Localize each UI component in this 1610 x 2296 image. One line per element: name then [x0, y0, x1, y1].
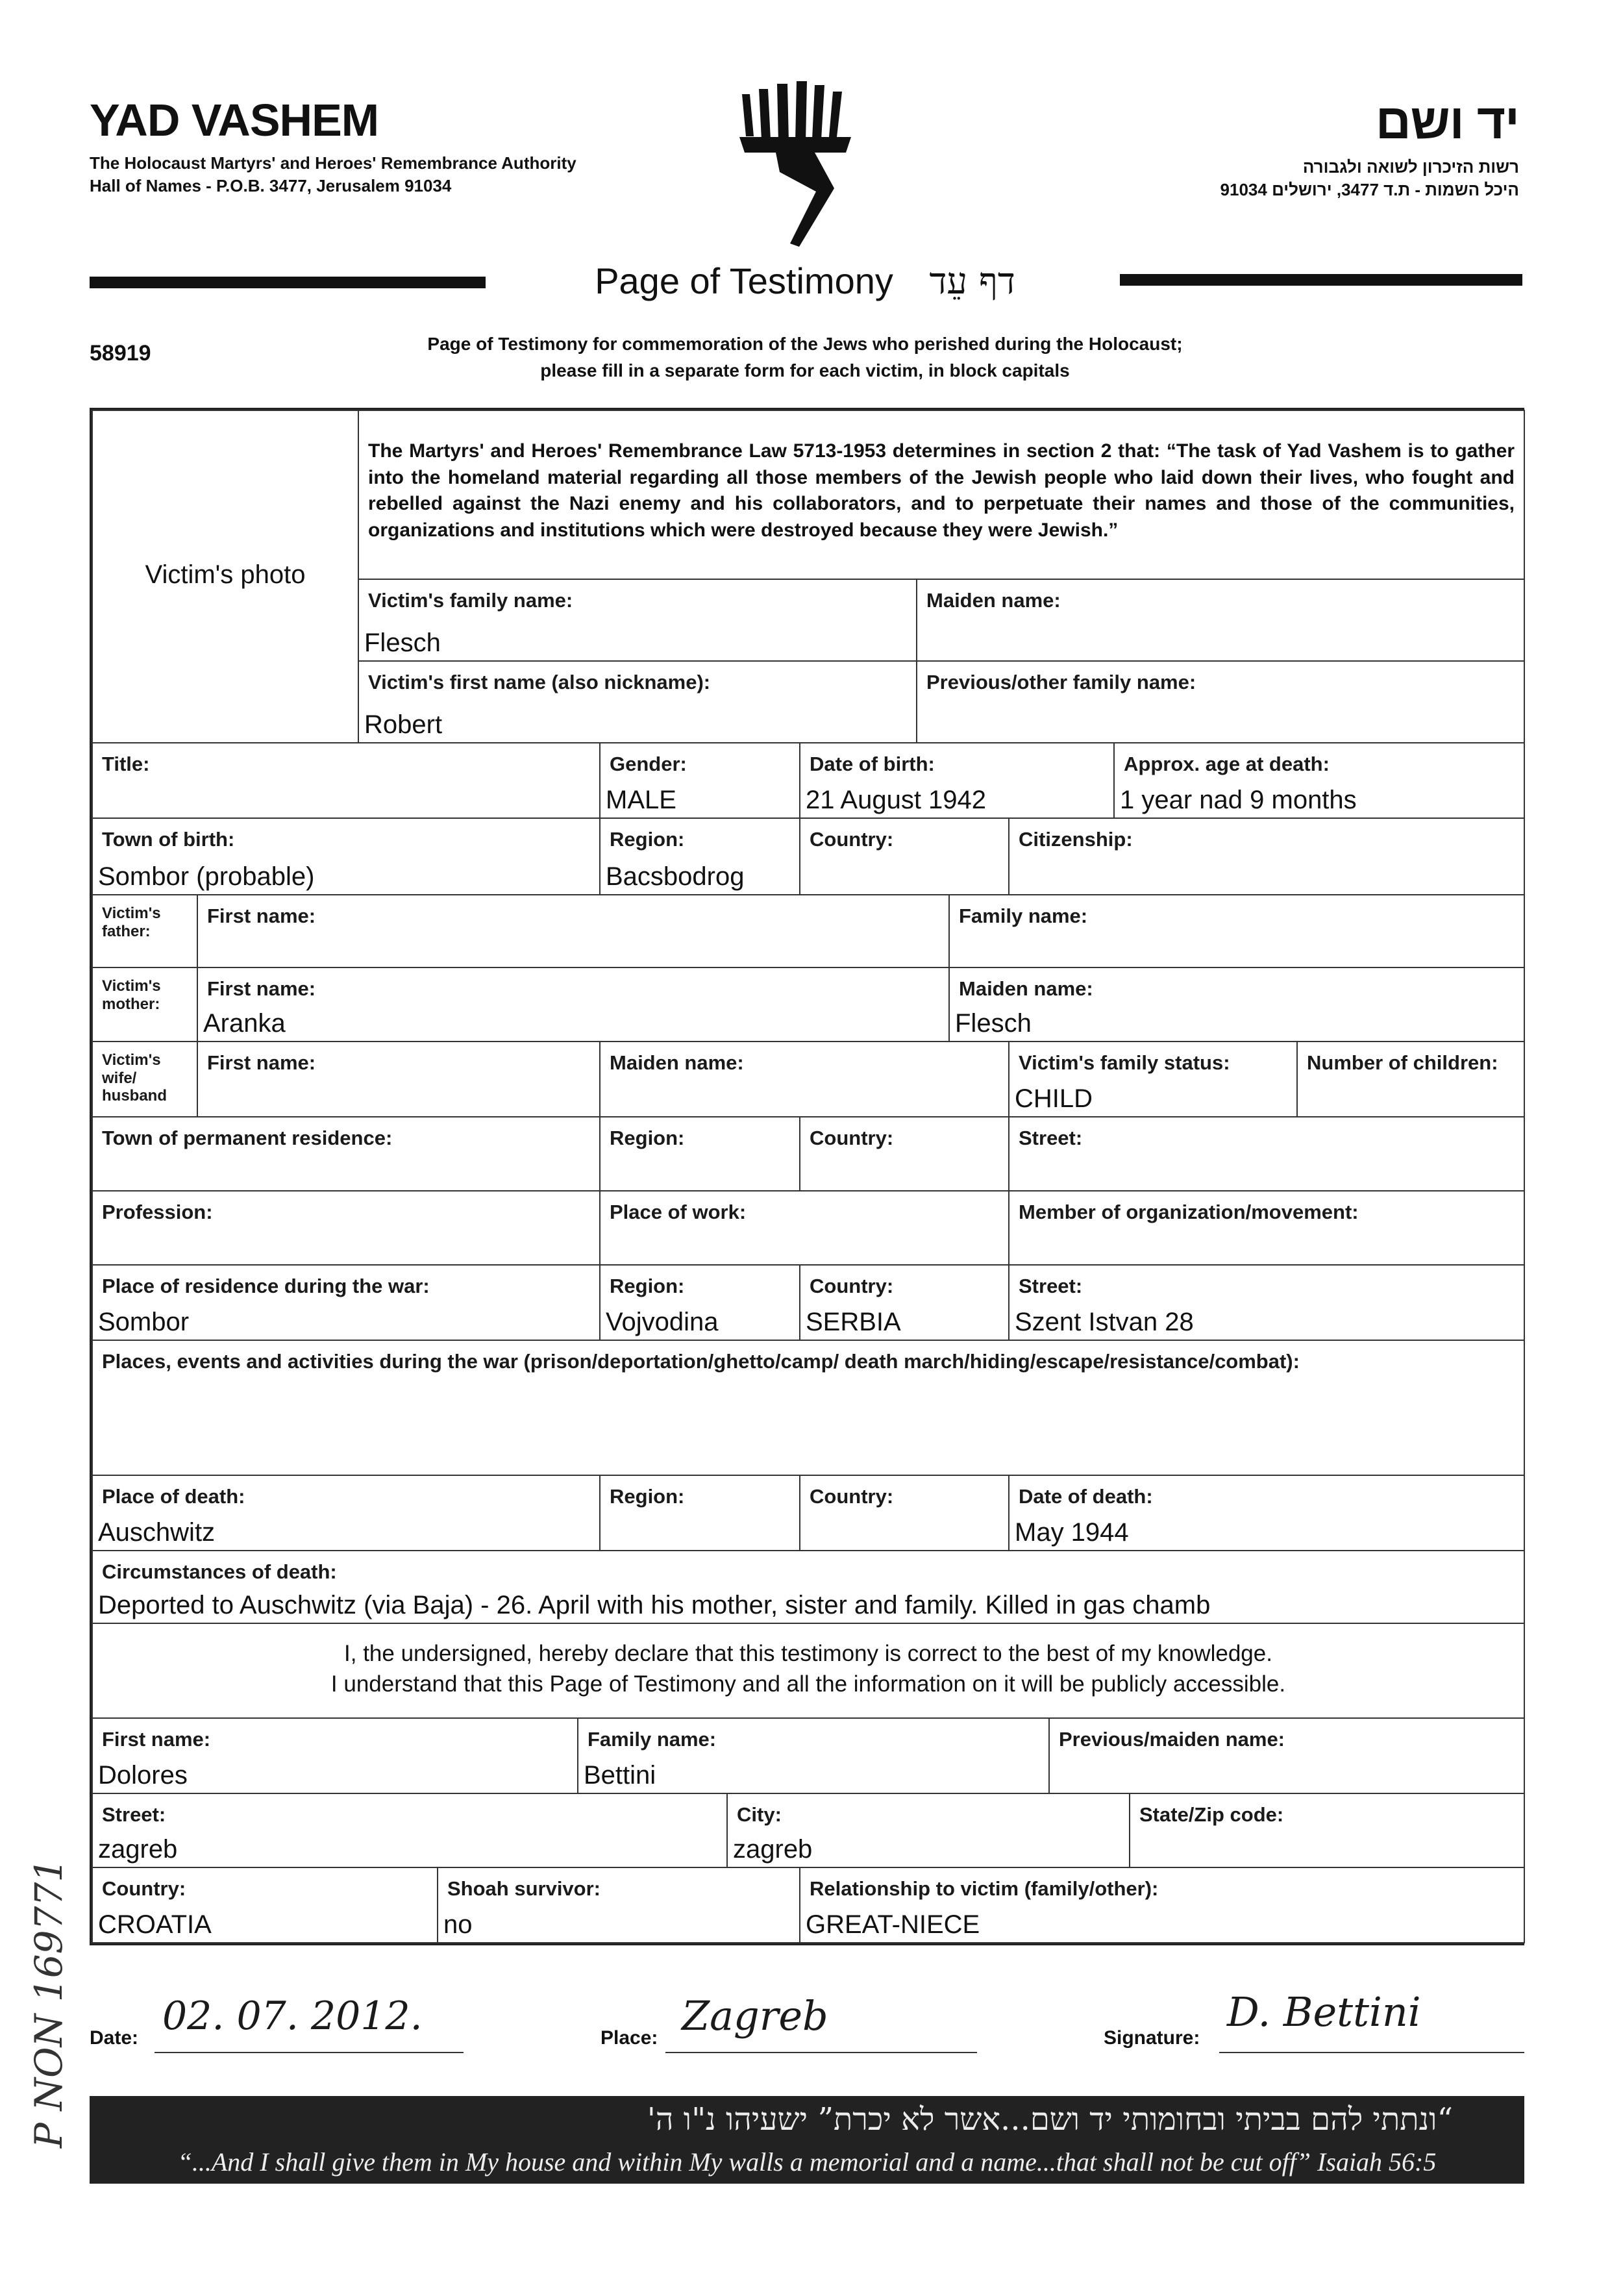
- org-title-hebrew: יד ושם: [1375, 94, 1519, 149]
- field-label: Date of birth:: [810, 753, 935, 775]
- isaiah-quote-banner: [90, 2096, 1524, 2184]
- age-at-death-field[interactable]: [1113, 742, 1525, 819]
- place-line: [665, 2051, 977, 2053]
- page-title: [0, 260, 1610, 303]
- circumstances-of-death-value: Deported to Auschwitz (via Baja) - 26. April with his mother, sister and family. Killed in gas chamb: [98, 1591, 1211, 1619]
- submitter-zip-field[interactable]: [1129, 1793, 1525, 1868]
- field-label: First name:: [207, 977, 316, 1000]
- org-subtitle-hebrew: [1220, 156, 1519, 201]
- field-label: Approx. age at death:: [1124, 753, 1330, 775]
- submitter-street-value: zagreb: [98, 1835, 178, 1864]
- permanent-residence-country-field[interactable]: [799, 1116, 1009, 1192]
- intro-text: [286, 331, 1324, 384]
- field-label: Street:: [1019, 1275, 1083, 1297]
- submitter-first-name-field[interactable]: [92, 1717, 578, 1794]
- declaration-box: [92, 1623, 1525, 1719]
- shoah-survivor-field[interactable]: [437, 1867, 800, 1943]
- field-label: Member of organization/movement:: [1019, 1201, 1359, 1223]
- spouse-maiden-name-field[interactable]: [599, 1041, 1009, 1117]
- field-label: Previous/maiden name:: [1059, 1728, 1285, 1751]
- field-label: First name:: [207, 905, 316, 927]
- field-label: Victim's family status:: [1019, 1051, 1230, 1074]
- field-label: Victim's family name:: [368, 589, 573, 612]
- org-subtitle-line-1: The Holocaust Martyrs' and Heroes' Remembrance Authority: [90, 153, 576, 173]
- spouse-tag-label: Victim's wife/ husband: [102, 1051, 167, 1105]
- signature-line: [1219, 2051, 1524, 2053]
- father-family-name-field[interactable]: [948, 894, 1525, 968]
- field-label: Date of death:: [1019, 1485, 1153, 1508]
- field-label: Relationship to victim (family/other):: [810, 1877, 1159, 1900]
- field-label: Town of permanent residence:: [102, 1127, 393, 1149]
- testimony-form: [90, 408, 1524, 1945]
- place-label: Place:: [601, 2027, 658, 2049]
- mother-row-tag: [92, 967, 198, 1042]
- relationship-field[interactable]: [799, 1867, 1525, 1943]
- war-places-events-field[interactable]: [92, 1340, 1525, 1476]
- org-subtitle: [90, 152, 576, 197]
- signature-label: Signature:: [1104, 2027, 1200, 2049]
- declaration-text: [93, 1638, 1524, 1700]
- mother-tag-label: Victim's mother:: [102, 977, 161, 1013]
- spouse-row-tag: [92, 1041, 198, 1117]
- title-field[interactable]: [92, 742, 601, 819]
- banner-quote-hebrew: “ונתתי להם בביתי ובחומותי יד ושם...אשר לא יכרת” ישעיהו נ"ו ה': [647, 2101, 1453, 2138]
- father-row-tag: [92, 894, 198, 968]
- field-label: Street:: [1019, 1127, 1083, 1149]
- victim-photo-label: Victim's photo: [145, 560, 306, 589]
- field-label: Country:: [810, 828, 894, 851]
- victim-family-name-field[interactable]: [358, 579, 917, 662]
- war-residence-field[interactable]: [92, 1264, 601, 1341]
- declaration-line-2: I understand that this Page of Testimony and all the information on it will be publicly accessible.: [330, 1671, 1286, 1697]
- war-region-field[interactable]: [599, 1264, 800, 1341]
- war-street-field[interactable]: [1008, 1264, 1525, 1341]
- margin-handwritten-note: [13, 1858, 84, 2149]
- field-label: Gender:: [610, 753, 687, 775]
- date-handwritten: 02. 07. 2012.: [162, 1993, 423, 2039]
- banner-quote-english: “...And I shall give them in My house and within My walls a memorial and a name...that shall not be cut off” Isaiah 56:5: [177, 2147, 1437, 2177]
- declaration-line-1: I, the undersigned, hereby declare that this testimony is correct to the best of my knowledge.: [344, 1641, 1272, 1666]
- gender-value: MALE: [606, 786, 676, 814]
- mother-maiden-name-field[interactable]: [948, 967, 1525, 1042]
- father-tag-label: Victim's father:: [102, 905, 161, 940]
- field-label: Maiden name:: [959, 977, 1093, 1000]
- submitter-family-name-value: Bettini: [584, 1761, 656, 1790]
- mother-first-name-field[interactable]: [197, 967, 950, 1042]
- number-of-children-field[interactable]: [1296, 1041, 1525, 1117]
- field-label: Country:: [810, 1485, 894, 1508]
- victim-photo-box: [92, 410, 359, 743]
- age-at-death-value: 1 year nad 9 months: [1120, 786, 1357, 814]
- field-label: Victim's first name (also nickname):: [368, 671, 711, 693]
- field-label: Town of birth:: [102, 828, 235, 851]
- submitter-first-name-value: Dolores: [98, 1761, 188, 1790]
- field-label: Places, events and activities during the war (prison/deportation/ghetto/camp/ death march/hiding/escape/resistance/combat):: [102, 1350, 1300, 1373]
- org-title: YAD VASHEM: [90, 95, 379, 145]
- town-of-birth-value: Sombor (probable): [98, 862, 315, 891]
- yad-vashem-menorah-logo: [737, 75, 854, 250]
- victim-family-name-value: Flesch: [364, 629, 441, 657]
- field-label: Street:: [102, 1803, 166, 1826]
- org-header-hebrew: [1220, 94, 1519, 201]
- margin-note-text: P NON 169771: [27, 1858, 71, 2149]
- death-country-field[interactable]: [799, 1475, 1009, 1551]
- submitter-previous-name-field[interactable]: [1048, 1717, 1525, 1794]
- field-label: Country:: [102, 1877, 186, 1900]
- circumstances-of-death-field[interactable]: [92, 1550, 1525, 1624]
- citizenship-field[interactable]: [1008, 817, 1525, 895]
- gender-field[interactable]: [599, 742, 800, 819]
- date-of-death-field[interactable]: [1008, 1475, 1525, 1551]
- field-label: Shoah survivor:: [447, 1877, 601, 1900]
- field-label: Place of residence during the war:: [102, 1275, 430, 1297]
- field-label: Maiden name:: [610, 1051, 744, 1074]
- field-label: Profession:: [102, 1201, 213, 1223]
- death-region-field[interactable]: [599, 1475, 800, 1551]
- field-label: State/Zip code:: [1139, 1803, 1284, 1826]
- country-of-birth-field[interactable]: [799, 817, 1009, 895]
- submitter-street-field[interactable]: [92, 1793, 728, 1868]
- org-address: Hall of Names - P.O.B. 3477, Jerusalem 91034: [90, 176, 452, 196]
- field-label: Region:: [610, 1275, 685, 1297]
- maiden-name-field[interactable]: [916, 579, 1525, 662]
- submitter-family-name-field[interactable]: [577, 1717, 1050, 1794]
- org-header-english: [90, 97, 576, 197]
- victim-first-name-value: Robert: [364, 710, 443, 739]
- profession-field[interactable]: [92, 1190, 601, 1266]
- organization-member-field[interactable]: [1008, 1190, 1525, 1266]
- place-handwritten: Zagreb: [682, 1992, 828, 2040]
- signature-handwritten: D. Bettini: [1227, 1988, 1421, 2036]
- intro-line-1: Page of Testimony for commemoration of the Jews who perished during the Holocaust;: [427, 334, 1183, 354]
- field-label: Region:: [610, 828, 685, 851]
- spouse-first-name-field[interactable]: [197, 1041, 601, 1117]
- relationship-value: GREAT-NIECE: [806, 1910, 980, 1939]
- org-subtitle-hebrew-line-1: רשות הזיכרון לשואה ולגבורה: [1302, 157, 1519, 177]
- date-of-birth-value: 21 August 1942: [806, 786, 987, 814]
- form-number: 58919: [90, 341, 151, 366]
- law-text-box: [358, 410, 1525, 580]
- family-status-value: CHILD: [1015, 1084, 1093, 1113]
- victim-first-name-field[interactable]: [358, 660, 917, 743]
- field-label: Country:: [810, 1275, 894, 1297]
- field-label: Citizenship:: [1019, 828, 1133, 851]
- submitter-city-value: zagreb: [733, 1835, 813, 1864]
- field-label: Previous/other family name:: [926, 671, 1196, 693]
- field-label: Country:: [810, 1127, 894, 1149]
- date-of-birth-field[interactable]: [799, 742, 1115, 819]
- war-country-value: SERBIA: [806, 1308, 901, 1336]
- field-label: Region:: [610, 1485, 685, 1508]
- field-label: Family name:: [959, 905, 1088, 927]
- org-address-hebrew: היכל השמות - ת.ד 3477, ירושלים 91034: [1220, 180, 1519, 200]
- father-first-name-field[interactable]: [197, 894, 950, 968]
- field-label: City:: [737, 1803, 782, 1826]
- field-label: Title:: [102, 753, 150, 775]
- page-title-english: Page of Testimony: [595, 260, 893, 301]
- date-of-death-value: May 1944: [1015, 1518, 1129, 1547]
- field-label: Family name:: [588, 1728, 717, 1751]
- place-of-death-field[interactable]: [92, 1475, 601, 1551]
- intro-line-2: please fill in a separate form for each victim, in block capitals: [540, 360, 1070, 381]
- permanent-residence-street-field[interactable]: [1008, 1116, 1525, 1192]
- war-street-value: Szent Istvan 28: [1015, 1308, 1194, 1336]
- field-label: Place of work:: [610, 1201, 747, 1223]
- place-of-work-field[interactable]: [599, 1190, 1009, 1266]
- field-label: First name:: [102, 1728, 211, 1751]
- submitter-city-field[interactable]: [726, 1793, 1130, 1868]
- date-label: Date:: [90, 2027, 139, 2049]
- field-label: Number of children:: [1307, 1051, 1498, 1074]
- submitter-country-field[interactable]: [92, 1867, 438, 1943]
- field-label: Circumstances of death:: [102, 1560, 337, 1583]
- field-label: First name:: [207, 1051, 316, 1074]
- field-label: Maiden name:: [926, 589, 1061, 612]
- mother-first-name-value: Aranka: [203, 1009, 286, 1038]
- war-country-field[interactable]: [799, 1264, 1009, 1341]
- region-of-birth-field[interactable]: [599, 817, 800, 895]
- shoah-survivor-value: no: [443, 1910, 473, 1939]
- town-of-birth-field[interactable]: [92, 817, 601, 895]
- war-region-value: Vojvodina: [606, 1308, 719, 1336]
- mother-maiden-name-value: Flesch: [955, 1009, 1032, 1038]
- page-title-hebrew: דף עֵד: [929, 260, 1015, 303]
- family-status-field[interactable]: [1008, 1041, 1298, 1117]
- permanent-residence-town-field[interactable]: [92, 1116, 601, 1192]
- field-label: Region:: [610, 1127, 685, 1149]
- date-line: [155, 2051, 464, 2053]
- permanent-residence-region-field[interactable]: [599, 1116, 800, 1192]
- field-label: Place of death:: [102, 1485, 245, 1508]
- war-residence-value: Sombor: [98, 1308, 190, 1336]
- law-text: The Martyrs' and Heroes' Remembrance Law 5713-1953 determines in section 2 that: “The task of Yad Vashem is to gather into the homeland material regarding all those members of the Jewish people who laid down their lives, who fought and rebelled against the Nazi enemy and his collaborators, and to perpetuate their names and those of the communities, organizations and institutions which were destroyed because they were Jewish.”: [368, 440, 1515, 541]
- place-of-death-value: Auschwitz: [98, 1518, 216, 1547]
- region-of-birth-value: Bacsbodrog: [606, 862, 745, 891]
- previous-family-name-field[interactable]: [916, 660, 1525, 743]
- submitter-country-value: CROATIA: [98, 1910, 212, 1939]
